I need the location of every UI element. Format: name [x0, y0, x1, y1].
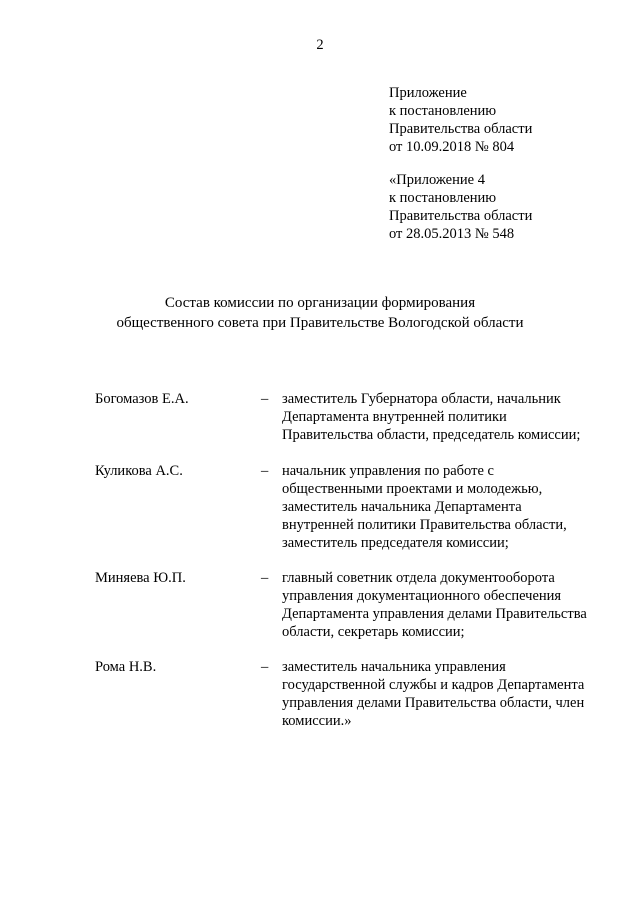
- member-name: Рома Н.В.: [95, 659, 157, 675]
- role-line: управления делами Правительства области, член: [282, 695, 585, 711]
- role-line: области, секретарь комиссии;: [282, 624, 465, 640]
- member-role: [282, 390, 605, 444]
- appendix-line: к постановлению: [389, 190, 497, 206]
- dash-separator: –: [261, 391, 269, 407]
- title-line: общественного совета при Правительстве Вологодской области: [116, 315, 524, 331]
- appendix-line: Правительства области: [389, 121, 533, 137]
- member-name: Богомазов Е.А.: [95, 391, 189, 407]
- role-line: заместитель начальника управления: [282, 659, 506, 675]
- role-line: комиссии.»: [282, 713, 352, 729]
- original-appendix-block: [389, 171, 532, 243]
- role-line: главный советник отдела документооборота: [282, 570, 555, 586]
- member-row: [95, 390, 605, 462]
- document-title: [0, 293, 640, 333]
- role-line: Департамента внутренней политики: [282, 409, 507, 425]
- appendix-line: от 28.05.2013 № 548: [389, 226, 515, 242]
- member-row: [95, 462, 605, 569]
- role-line: Департамента управления делами Правительства: [282, 606, 587, 622]
- member-row: [95, 658, 605, 730]
- appendix-line: к постановлению: [389, 103, 497, 119]
- appendix-block: [389, 84, 532, 156]
- appendix-line: Приложение: [389, 85, 467, 101]
- dash-separator: –: [261, 570, 269, 586]
- role-line: Правительства области, председатель комиссии;: [282, 427, 581, 443]
- role-line: управления документационного обеспечения: [282, 588, 562, 604]
- member-name: Куликова А.С.: [95, 463, 183, 479]
- role-line: заместитель Губернатора области, начальник: [282, 391, 561, 407]
- role-line: заместитель начальника Департамента: [282, 499, 522, 515]
- appendix-line: от 10.09.2018 № 804: [389, 139, 515, 155]
- appendix-line: Правительства области: [389, 208, 533, 224]
- member-role: [282, 569, 605, 641]
- role-line: внутренней политики Правительства области,: [282, 517, 567, 533]
- role-line: государственной службы и кадров Департамента: [282, 677, 585, 693]
- member-row: [95, 569, 605, 658]
- dash-separator: –: [261, 463, 269, 479]
- role-line: общественными проектами и молодежью,: [282, 481, 543, 497]
- role-line: заместитель председателя комиссии;: [282, 535, 509, 551]
- role-line: начальник управления по работе с: [282, 463, 494, 479]
- page-number: 2: [316, 37, 324, 53]
- member-role: [282, 658, 605, 730]
- dash-separator: –: [261, 659, 269, 675]
- commission-members-list: [95, 390, 605, 730]
- member-name: Миняева Ю.П.: [95, 570, 186, 586]
- title-line: Состав комиссии по организации формирования: [164, 295, 476, 311]
- member-role: [282, 462, 605, 552]
- appendix-line: «Приложение 4: [389, 172, 485, 188]
